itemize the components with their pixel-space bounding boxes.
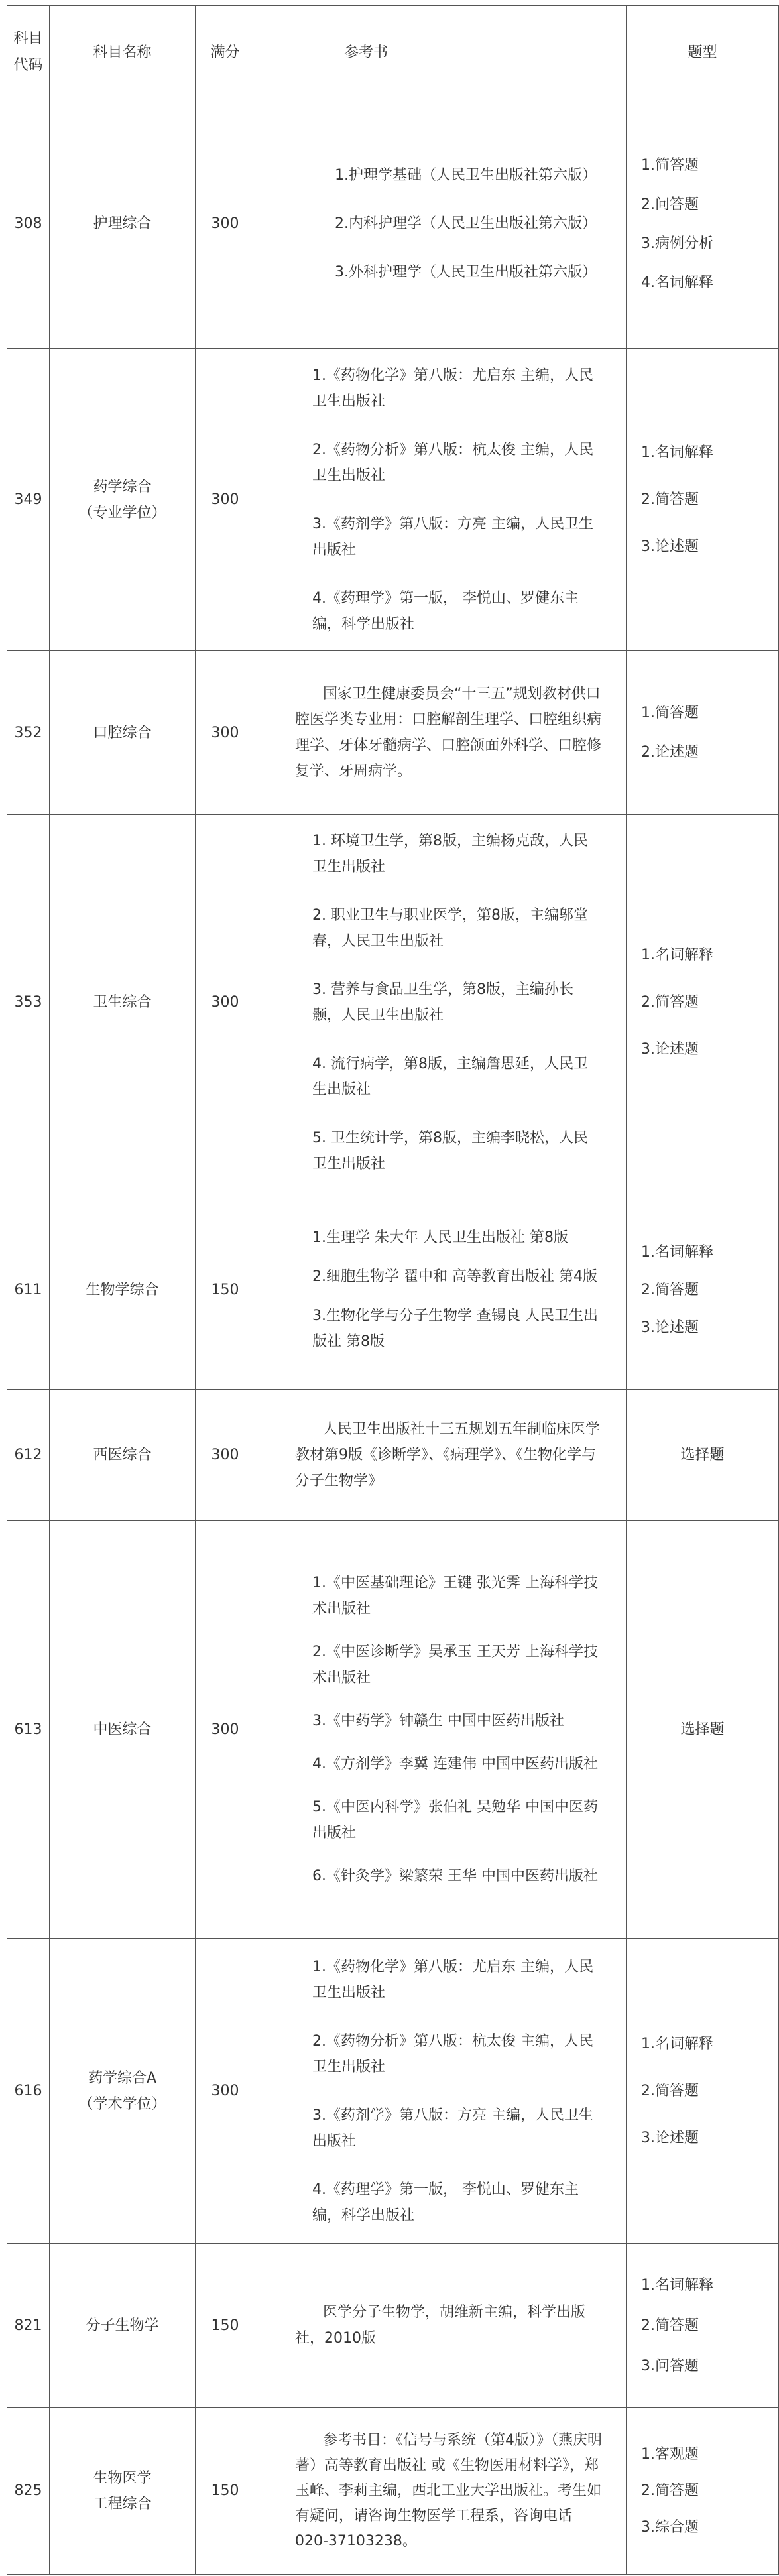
subject-code: 352: [7, 651, 50, 815]
book-item: 6.《针灸学》梁繁荣 王华 中国中医药出版社: [312, 1868, 598, 1884]
reference-books: [255, 1939, 627, 2244]
subject-name-line1: 药学综合A: [88, 2069, 157, 2087]
subject-name: 中医综合: [50, 1521, 196, 1939]
reference-books: [255, 99, 627, 349]
table-row: [7, 1190, 779, 1390]
reference-books: [255, 1390, 627, 1521]
subject-name-line1: 生物医学: [93, 2469, 152, 2486]
subject-code: 613: [7, 1521, 50, 1939]
question-type: 3.论述题: [641, 1319, 699, 1336]
table-row: [7, 2408, 779, 2575]
header-types: 题型: [627, 6, 779, 99]
book-item: 3.外科护理学（人民卫生出版社第六版）: [335, 264, 597, 280]
question-type: 1.名词解释: [641, 1243, 713, 1260]
question-type: 2.简答题: [641, 2317, 699, 2334]
question-type: 1.名词解释: [641, 947, 713, 963]
question-types: [627, 2244, 779, 2408]
question-type: 2.简答题: [641, 2083, 699, 2099]
question-types: [627, 815, 779, 1190]
book-item: 1.生理学 朱大年 人民卫生出版社 第8版: [312, 1229, 568, 1246]
question-type: 2.简答题: [641, 994, 699, 1011]
reference-books: [255, 2244, 627, 2408]
question-type: 1.简答题: [641, 705, 699, 721]
subject-code: 611: [7, 1190, 50, 1390]
exam-subjects-table: [7, 5, 779, 2575]
book-text: 参考书目：《信号与系统（第4版）》（燕庆明著）高等教育出版社 或《生物医用材料学》，郑玉峰、李莉主编，西北工业大学出版社。考生如有疑问，请咨询生物医学工程系，咨询电话020-37103238。: [295, 2431, 602, 2549]
book-item: 1.《药物化学》第八版：尤启东 主编，人民卫生出版社: [312, 1958, 593, 2001]
book-item: 2.内科护理学（人民卫生出版社第六版）: [335, 215, 597, 232]
header-code: [7, 6, 50, 99]
question-types: [627, 349, 779, 651]
subject-score: 300: [196, 651, 255, 815]
subject-name: 分子生物学: [50, 2244, 196, 2408]
subject-name-line2: （学术学位）: [78, 2095, 166, 2113]
book-item: 2.《药物分析》第八版：杭太俊 主编，人民卫生出版社: [312, 2032, 593, 2075]
subject-score: 300: [196, 99, 255, 349]
subject-name: [50, 349, 196, 651]
table-row: [7, 2244, 779, 2408]
reference-books: [255, 651, 627, 815]
book-item: 2.《药物分析》第八版：杭太俊 主编，人民卫生出版社: [312, 441, 593, 484]
reference-books: [255, 349, 627, 651]
question-types: [627, 1939, 779, 2244]
book-item: 3.《中药学》钟赣生 中国中医药出版社: [312, 1713, 564, 1729]
table-row: [7, 99, 779, 349]
question-type: 3.综合题: [641, 2519, 699, 2536]
table-row: [7, 651, 779, 815]
subject-score: 150: [196, 1190, 255, 1390]
subject-name-line1: 药学综合: [93, 478, 152, 495]
question-types: [627, 1190, 779, 1390]
subject-name: [50, 1939, 196, 2244]
subject-score: 150: [196, 2244, 255, 2408]
subject-name: 卫生综合: [50, 815, 196, 1190]
subject-name-line2: 工程综合: [93, 2495, 152, 2512]
question-types: [627, 99, 779, 349]
question-type: 2.问答题: [641, 196, 699, 213]
question-type: 2.简答题: [641, 2483, 699, 2499]
book-item: 4.《药理学》第一版， 李悦山、罗健东主编，科学出版社: [312, 2181, 579, 2224]
question-types: [627, 2408, 779, 2575]
question-type: 3.论述题: [641, 2130, 699, 2146]
subject-name: 生物学综合: [50, 1190, 196, 1390]
table-header-row: [7, 6, 779, 99]
question-type: 2.论述题: [641, 744, 699, 761]
header-code-line1: 科目: [13, 31, 43, 47]
book-text: 医学分子生物学，胡维新主编，科学出版社，2010版: [295, 2304, 586, 2347]
question-type: 2.简答题: [641, 491, 699, 508]
book-item: 1.护理学基础（人民卫生出版社第六版）: [335, 167, 597, 184]
book-item: 1. 环境卫生学，第8版，主编杨克敌，人民卫生出版社: [312, 832, 588, 875]
subject-name-line2: （专业学位）: [78, 504, 166, 521]
question-types: [627, 651, 779, 815]
book-text: 人民卫生出版社十三五规划五年制临床医学教材第9版《诊断学》、《病理学》、《生物化学与分子生物学》: [295, 1421, 601, 1489]
book-item: 5.《中医内科学》张伯礼 吴勉华 中国中医药出版社: [312, 1799, 598, 1841]
reference-books: [255, 2408, 627, 2575]
subject-score: 300: [196, 349, 255, 651]
header-score: 满分: [196, 6, 255, 99]
question-type: 3.问答题: [641, 2357, 699, 2374]
book-item: 5. 卫生统计学，第8版，主编李晓松，人民卫生出版社: [312, 1129, 588, 1172]
subject-score: 300: [196, 1939, 255, 2244]
question-types: 选择题: [627, 1521, 779, 1939]
header-books: 参考书: [255, 6, 627, 99]
book-item: 2.《中医诊断学》吴承玉 王天芳 上海科学技术出版社: [312, 1644, 598, 1686]
question-type: 1.名词解释: [641, 2036, 713, 2052]
subject-code: 353: [7, 815, 50, 1190]
question-type: 3.病例分析: [641, 235, 713, 252]
question-type: 4.名词解释: [641, 274, 713, 291]
book-item: 3.生物化学与分子生物学 查锡良 人民卫生出版社 第8版: [312, 1308, 598, 1350]
book-item: 4. 流行病学，第8版，主编詹思延，人民卫生出版社: [312, 1055, 588, 1098]
subject-name: [50, 2408, 196, 2575]
book-item: 2. 职业卫生与职业医学，第8版，主编邬堂春，人民卫生出版社: [312, 906, 588, 950]
book-item: 4.《药理学》第一版， 李悦山、罗健东主编，科学出版社: [312, 589, 579, 633]
reference-books: [255, 815, 627, 1190]
book-item: 3.《药剂学》第八版：方亮 主编，人民卫生出版社: [312, 515, 593, 558]
book-item: 3. 营养与食品卫生学，第8版，主编孙长颢，人民卫生出版社: [312, 981, 573, 1024]
table-row: [7, 349, 779, 651]
question-type: 1.名词解释: [641, 444, 713, 461]
subject-score: 150: [196, 2408, 255, 2575]
book-item: 4.《方剂学》李冀 连建伟 中国中医药出版社: [312, 1756, 598, 1772]
table-row: [7, 1939, 779, 2244]
subject-code: 308: [7, 99, 50, 349]
table-row: [7, 815, 779, 1190]
header-code-line2: 代码: [13, 57, 43, 74]
subject-code: 821: [7, 2244, 50, 2408]
subject-score: 300: [196, 815, 255, 1190]
reference-books: [255, 1521, 627, 1939]
question-type: 3.论述题: [641, 1041, 699, 1058]
question-type: 1.简答题: [641, 156, 699, 174]
header-name: 科目名称: [50, 6, 196, 99]
book-item: 1.《中医基础理论》王键 张光霁 上海科学技术出版社: [312, 1575, 598, 1617]
subject-name: 口腔综合: [50, 651, 196, 815]
subject-score: 300: [196, 1521, 255, 1939]
question-types: 选择题: [627, 1390, 779, 1521]
book-item: 1.《药物化学》第八版：尤启东 主编，人民卫生出版社: [312, 367, 593, 410]
book-item: 2.细胞生物学 翟中和 高等教育出版社 第4版: [312, 1268, 597, 1285]
reference-books: [255, 1190, 627, 1390]
subject-code: 616: [7, 1939, 50, 2244]
subject-code: 349: [7, 349, 50, 651]
subject-code: 612: [7, 1390, 50, 1521]
subject-score: 300: [196, 1390, 255, 1521]
book-item: 3.《药剂学》第八版：方亮 主编，人民卫生出版社: [312, 2107, 593, 2150]
table-row: [7, 1521, 779, 1939]
question-type: 1.客观题: [641, 2446, 699, 2463]
question-type: 2.简答题: [641, 1281, 699, 1298]
book-text: 国家卫生健康委员会“十三五”规划教材供口腔医学类专业用：口腔解剖生理学、口腔组织病理学、牙体牙髓病学、口腔颌面外科学、口腔修复学、牙周病学。: [295, 686, 602, 780]
subject-name: 护理综合: [50, 99, 196, 349]
table-row: [7, 1390, 779, 1521]
question-type: 1.名词解释: [641, 2276, 713, 2294]
question-type: 3.论述题: [641, 538, 699, 555]
subject-name: 西医综合: [50, 1390, 196, 1521]
subject-code: 825: [7, 2408, 50, 2575]
